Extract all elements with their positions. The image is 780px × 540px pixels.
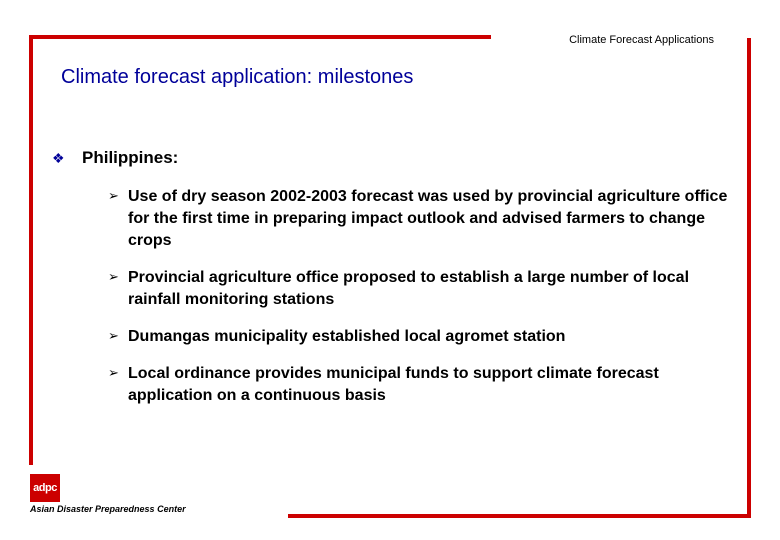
adpc-logo-name: Asian Disaster Preparedness Center [30, 504, 186, 514]
bullet-list [108, 186, 728, 422]
adpc-logo-mark: adpc [30, 474, 60, 502]
bullet-item [108, 186, 728, 252]
section-heading [52, 148, 178, 168]
arrow-bullet-icon: ➢ [108, 329, 119, 344]
frame-top-border [29, 35, 491, 39]
bullet-text: Local ordinance provides municipal funds to support climate forecast application on a continuous basis [128, 365, 659, 404]
arrow-bullet-icon: ➢ [108, 366, 119, 381]
adpc-logo [30, 474, 186, 514]
frame-left-border [29, 35, 33, 465]
bullet-text: Use of dry season 2002-2003 forecast was used by provincial agriculture office for the first time in preparing impact outlook and advised farmers to change crops [128, 188, 728, 249]
header-subtitle: Climate Forecast Applications [569, 34, 714, 46]
arrow-bullet-icon: ➢ [108, 189, 119, 204]
frame-right-border [747, 38, 751, 518]
bullet-item [108, 326, 728, 348]
section-label: Philippines: [82, 148, 179, 167]
bullet-text: Dumangas municipality established local agromet station [128, 328, 566, 345]
frame-bottom-border [288, 514, 751, 518]
diamond-bullet-icon: ❖ [52, 149, 65, 166]
bullet-text: Provincial agriculture office proposed to establish a large number of local rainfall monitoring stations [128, 269, 690, 308]
slide-title: Climate forecast application: milestones [61, 66, 414, 88]
bullet-item [108, 363, 728, 407]
bullet-item [108, 267, 728, 311]
arrow-bullet-icon: ➢ [108, 270, 119, 285]
